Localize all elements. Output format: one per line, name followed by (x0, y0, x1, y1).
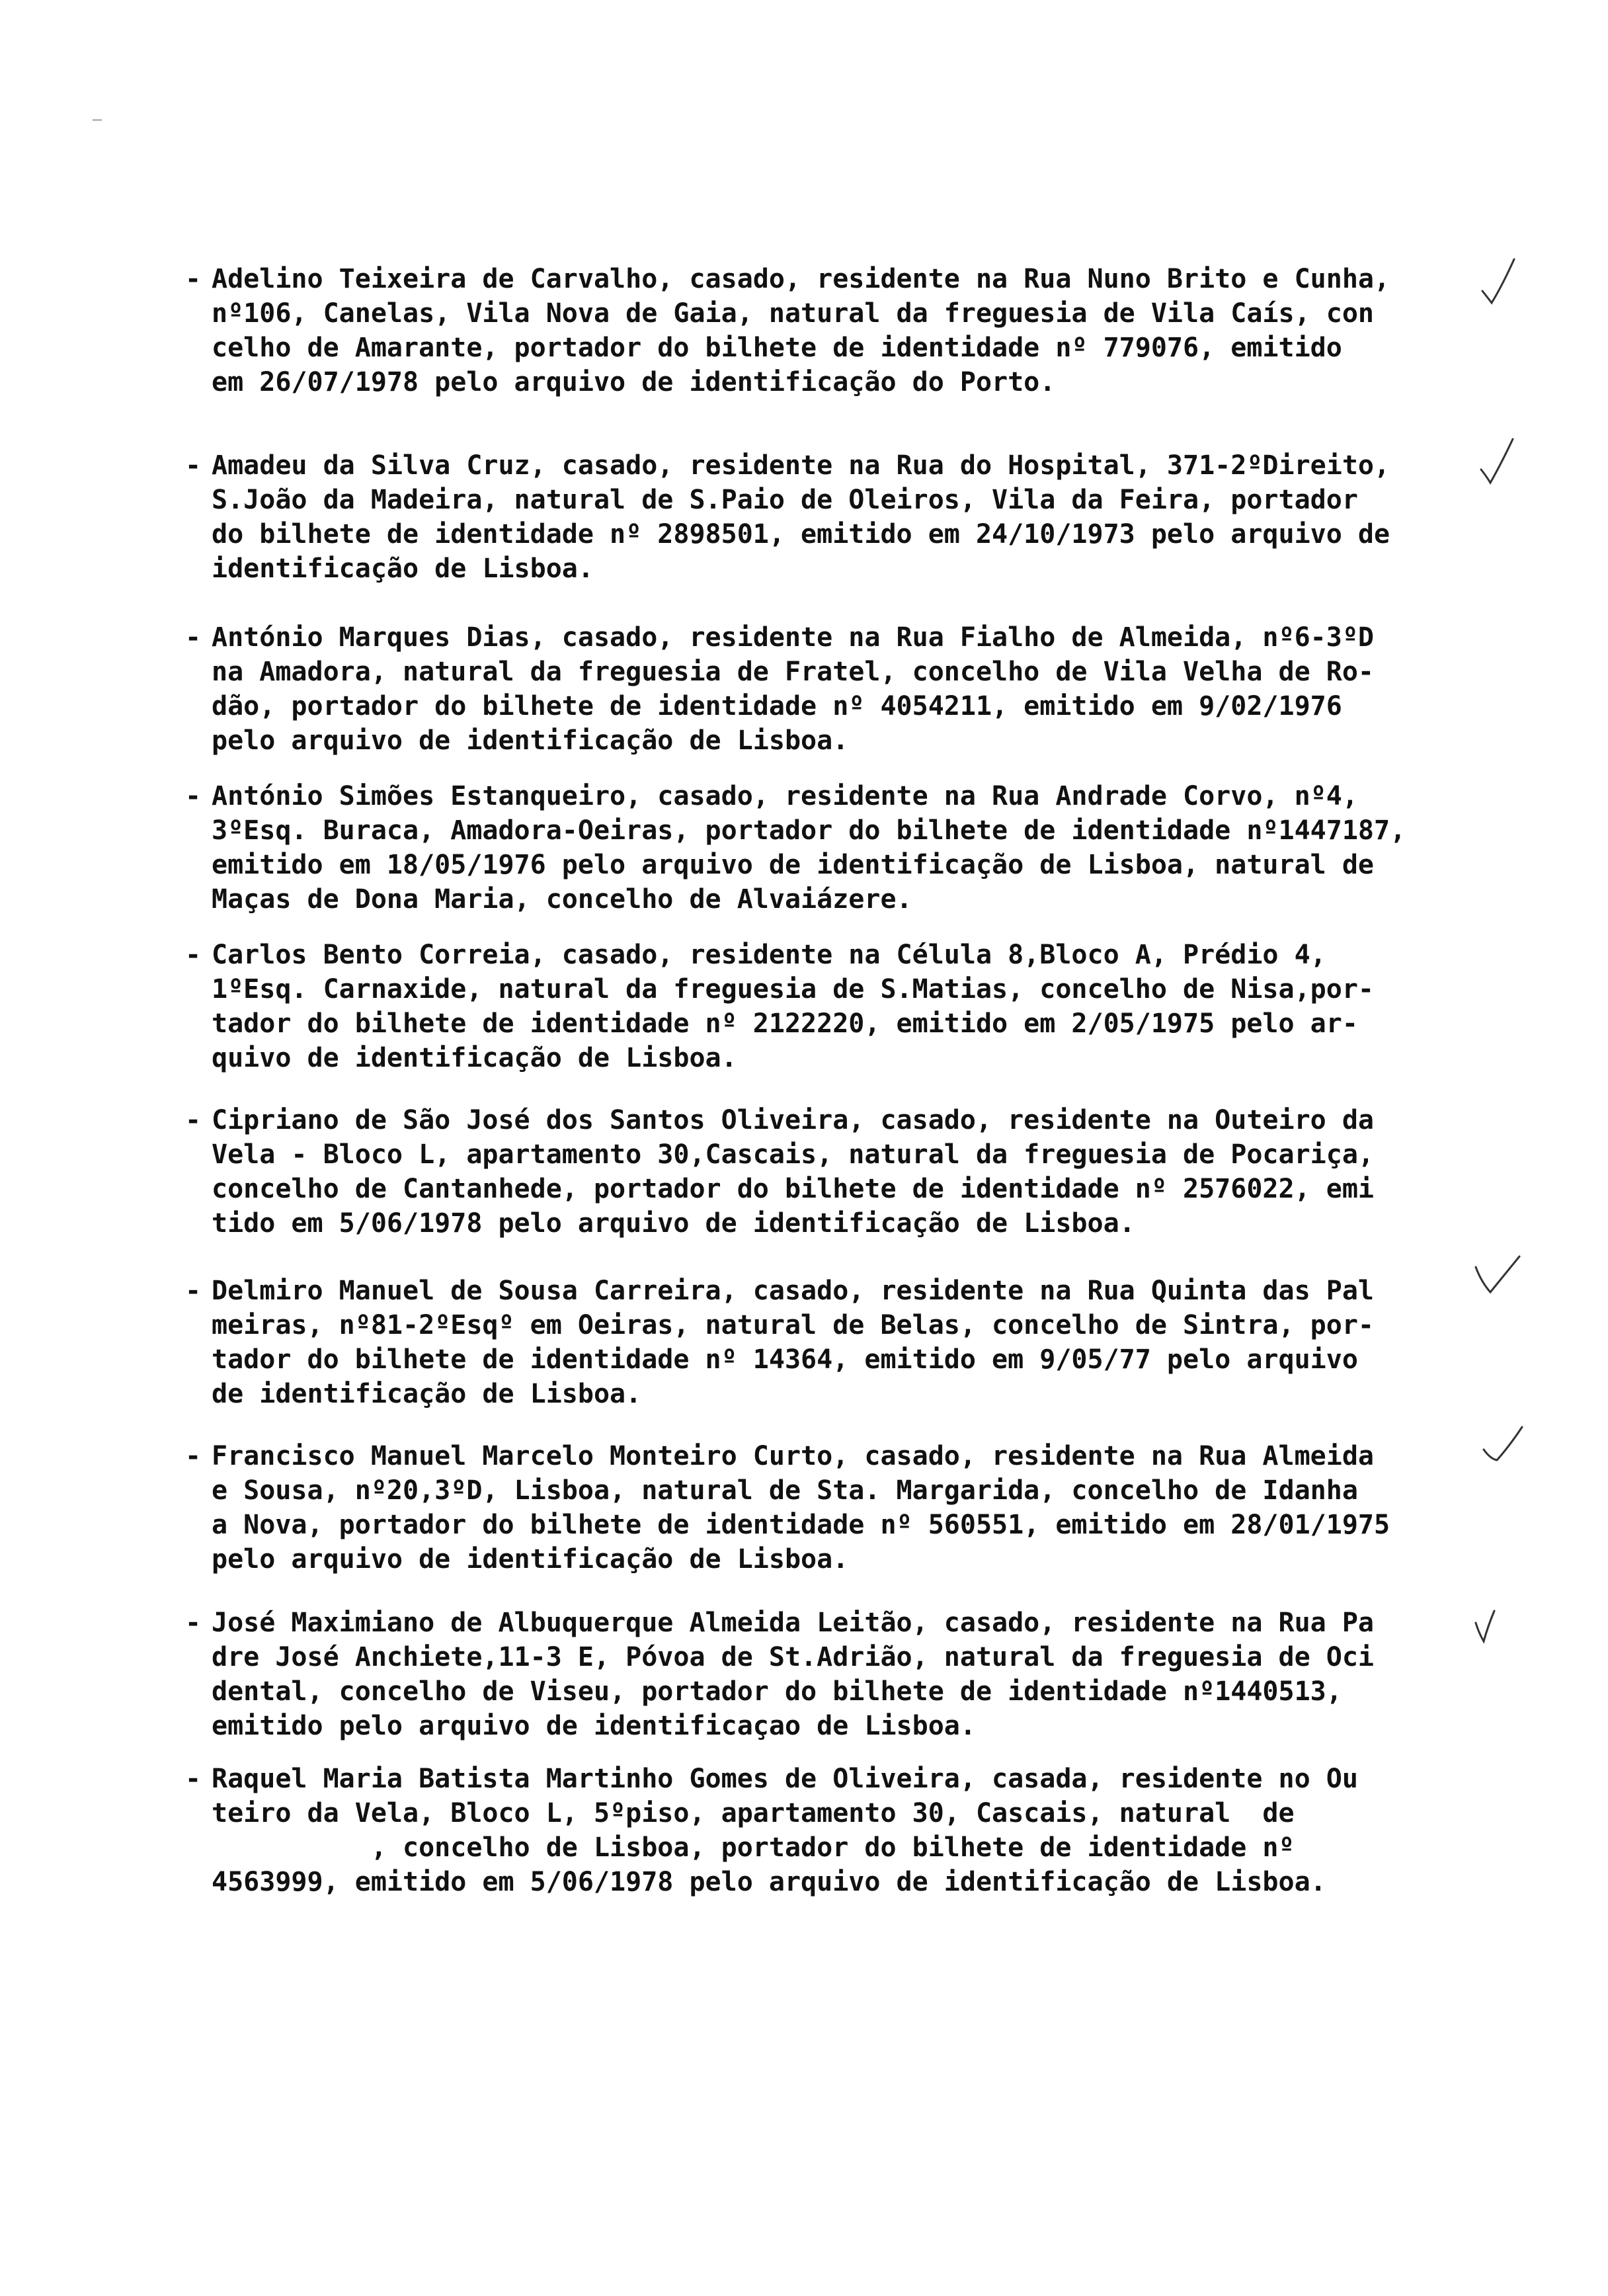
entry-line: nº106, Canelas, Vila Nova de Gaia, natural da freguesia de Vila Caís, con (212, 298, 1374, 329)
entry-line: Amadeu da Silva Cruz, casado, residente na Rua do Hospital, 371-2ºDireito, (212, 450, 1390, 481)
entry-line: meiras, nº81-2ºEsqº em Oeiras, natural de Belas, concelho de Sintra, por- (212, 1310, 1374, 1340)
entry-line: emitido pelo arquivo de identificaçao de Lisboa. (212, 1711, 976, 1741)
list-item (185, 1762, 1468, 1899)
bullet-dash: - (185, 450, 202, 481)
entry-line: António Marques Dias, casado, residente na Rua Fialho de Almeida, nº6-3ºD (212, 622, 1374, 653)
entry-line: teiro da Vela, Bloco L, 5ºpiso, apartamento 30, Cascais, natural de (212, 1798, 1295, 1828)
entry-line: pelo arquivo de identificação de Lisboa. (212, 725, 849, 756)
entry-line: Adelino Teixeira de Carvalho, casado, residente na Rua Nuno Brito e Cunha, (212, 264, 1390, 294)
entry-line: concelho de Cantanhede, portador do bilhete de identidade nº 2576022, emi (212, 1174, 1374, 1204)
entry-line: S.João da Madeira, natural de S.Paio de Oleiros, Vila da Feira, portador (212, 485, 1358, 515)
entry-line: em 26/07/1978 pelo arquivo de identificação do Porto. (212, 367, 1056, 397)
checkmark-icon (1476, 254, 1535, 313)
list-item (185, 1606, 1468, 1743)
list-item (185, 1274, 1468, 1411)
list-item (185, 448, 1468, 586)
entry-line: e Sousa, nº20,3ºD, Lisboa, natural de Sta. Margarida, concelho de Idanha (212, 1475, 1358, 1506)
entry-line: Cipriano de São José dos Santos Oliveira, casado, residente na Outeiro da (212, 1105, 1374, 1135)
bullet-dash: - (185, 1276, 202, 1306)
entry-line: Raquel Maria Batista Martinho Gomes de Oliveira, casada, residente no Ou (212, 1764, 1358, 1794)
entry-line: do bilhete de identidade nº 2898501, emitido em 24/10/1973 pelo arquivo de (212, 519, 1390, 550)
entry-line: tador do bilhete de identidade nº 2122220, emitido em 2/05/1975 pelo ar- (212, 1008, 1358, 1039)
list-item (185, 1103, 1468, 1241)
checkmark-icon (1478, 1420, 1538, 1480)
entry-line: de identificação de Lisboa. (212, 1379, 642, 1409)
list-item (185, 938, 1468, 1075)
entry-line: José Maximiano de Albuquerque Almeida Leitão, casado, residente na Rua Pa (212, 1608, 1374, 1638)
entry-line: identificação de Lisboa. (212, 554, 594, 584)
entry-line: 1ºEsq. Carnaxide, natural da freguesia de S.Matias, concelho de Nisa,por- (212, 974, 1374, 1004)
entry-line: dão, portador do bilhete de identidade nº 4054211, emitido em 9/02/1976 (212, 691, 1342, 721)
list-item (185, 1439, 1468, 1577)
checkmark-icon (1469, 1600, 1529, 1660)
entry-line: Maças de Dona Maria, concelho de Alvaiázere. (212, 884, 912, 915)
entry-line: 4563999, emitido em 5/06/1978 pelo arquivo de identificação de Lisboa. (212, 1867, 1326, 1897)
entry-line: quivo de identificação de Lisboa. (212, 1043, 737, 1073)
bullet-dash: - (185, 622, 202, 653)
entry-line: emitido em 18/05/1976 pelo arquivo de identificação de Lisboa, natural de (212, 850, 1374, 880)
bullet-dash: - (185, 1764, 202, 1794)
entry-line: , concelho de Lisboa, portador do bilhete de identidade nº (212, 1832, 1295, 1863)
list-item (185, 262, 1468, 399)
entry-line: Francisco Manuel Marcelo Monteiro Curto, casado, residente na Rua Almeida (212, 1441, 1374, 1471)
entry-line: tido em 5/06/1978 pelo arquivo de identificação de Lisboa. (212, 1208, 1135, 1239)
scan-speck (93, 119, 102, 121)
list-item (185, 779, 1468, 917)
entry-line: celho de Amarante, portador do bilhete de identidade nº 779076, emitido (212, 333, 1342, 363)
entry-line: Delmiro Manuel de Sousa Carreira, casado, residente na Rua Quinta das Pal (212, 1276, 1374, 1306)
entry-line: Carlos Bento Correia, casado, residente na Célula 8,Bloco A, Prédio 4, (212, 940, 1326, 970)
bullet-dash: - (185, 940, 202, 970)
entry-line: a Nova, portador do bilhete de identidade nº 560551, emitido em 28/01/1975 (212, 1510, 1390, 1540)
entry-line: Vela - Bloco L, apartamento 30,Cascais, natural da freguesia de Pocariça, (212, 1139, 1374, 1170)
entry-line: 3ºEsq. Buraca, Amadora-Oeiras, portador do bilhete de identidade nº1447187, (212, 815, 1406, 846)
entry-line: na Amadora, natural da freguesia de Fratel, concelho de Vila Velha de Ro- (212, 657, 1374, 687)
entry-line: pelo arquivo de identificação de Lisboa. (212, 1544, 849, 1575)
entry-line: dre José Anchiete,11-3 E, Póvoa de St.Adrião, natural da freguesia de Oci (212, 1642, 1374, 1672)
bullet-dash: - (185, 264, 202, 294)
list-item (185, 620, 1468, 758)
entry-line: António Simões Estanqueiro, casado, residente na Rua Andrade Corvo, nº4, (212, 781, 1358, 811)
entry-line: dental, concelho de Viseu, portador do bilhete de identidade nº1440513, (212, 1676, 1342, 1707)
bullet-dash: - (185, 781, 202, 811)
bullet-dash: - (185, 1441, 202, 1471)
bullet-dash: - (185, 1105, 202, 1135)
checkmark-icon (1476, 434, 1535, 493)
checkmark-icon (1472, 1247, 1531, 1307)
bullet-dash: - (185, 1608, 202, 1638)
entry-line: tador do bilhete de identidade nº 14364, emitido em 9/05/77 pelo arquivo (212, 1344, 1358, 1375)
